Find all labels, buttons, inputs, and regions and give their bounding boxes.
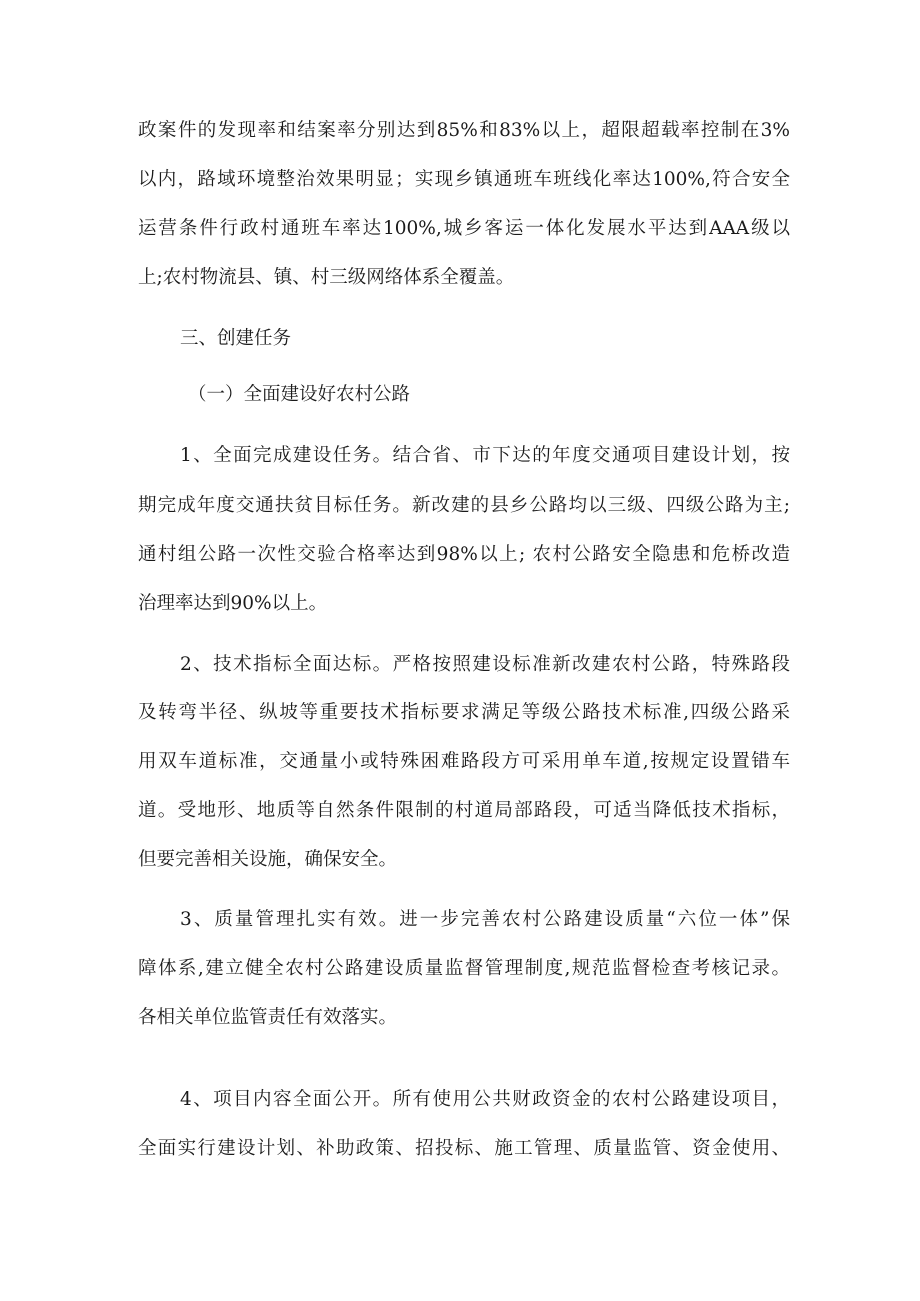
intro-line-2: 以内，路域环境整治效果明显；实现乡镇通班车班线化率达100%,符合安全 (138, 169, 790, 190)
task-item-3-line-3: 各相关单位监管责任有效落实。 (138, 1007, 398, 1028)
intro-line-3: 运营条件行政村通班车率达100%,城乡客运一体化发展水平达到AAA级以 (138, 218, 790, 239)
task-item-4-line-1: 4、项目内容全面公开。所有使用公共财政资金的农村公路建设项目， (180, 1089, 790, 1110)
task-item-1-line-4: 治理率达到90%以上。 (138, 593, 328, 614)
intro-line-1: 政案件的发现率和结案率分别达到85%和83%以上，超限超载率控制在3% (138, 120, 790, 141)
task-item-2-line-1: 2、技术指标全面达标。严格按照建设标准新改建农村公路，特殊路段 (180, 654, 790, 675)
subsection-heading: （一）全面建设好农村公路 (188, 384, 411, 405)
task-item-1-line-1: 1、全面完成建设任务。结合省、市下达的年度交通项目建设计划，按 (180, 445, 790, 466)
task-item-2-line-2: 及转弯半径、纵坡等重要技术指标要求满足等级公路技术标准,四级公路采 (138, 702, 790, 723)
task-item-3-line-1: 3、质量管理扎实有效。进一步完善农村公路建设质量“六位一体”保 (180, 909, 790, 930)
task-item-2-line-5: 但要完善相关设施，确保安全。 (138, 849, 398, 870)
task-item-2-line-4: 道。受地形、地质等自然条件限制的村道局部路段，可适当降低技术指标， (138, 800, 790, 821)
section-heading: 三、创建任务 (180, 328, 292, 349)
task-item-2-line-3: 用双车道标准，交通量小或特殊困难路段方可采用单车道,按规定设置错车 (138, 751, 790, 772)
task-item-3-line-2: 障体系,建立健全农村公路建设质量监督管理制度,规范监督检查考核记录。 (138, 958, 790, 979)
intro-line-4: 上;农村物流县、镇、村三级网络体系全覆盖。 (138, 267, 515, 288)
task-item-4-line-2: 全面实行建设计划、补助政策、招投标、施工管理、质量监管、资金使用、 (138, 1138, 790, 1159)
task-item-1-line-3: 通村组公路一次性交验合格率达到98%以上; 农村公路安全隐患和危桥改造 (138, 544, 790, 565)
task-item-1-line-2: 期完成年度交通扶贫目标任务。新改建的县乡公路均以三级、四级公路为主; (138, 495, 790, 516)
